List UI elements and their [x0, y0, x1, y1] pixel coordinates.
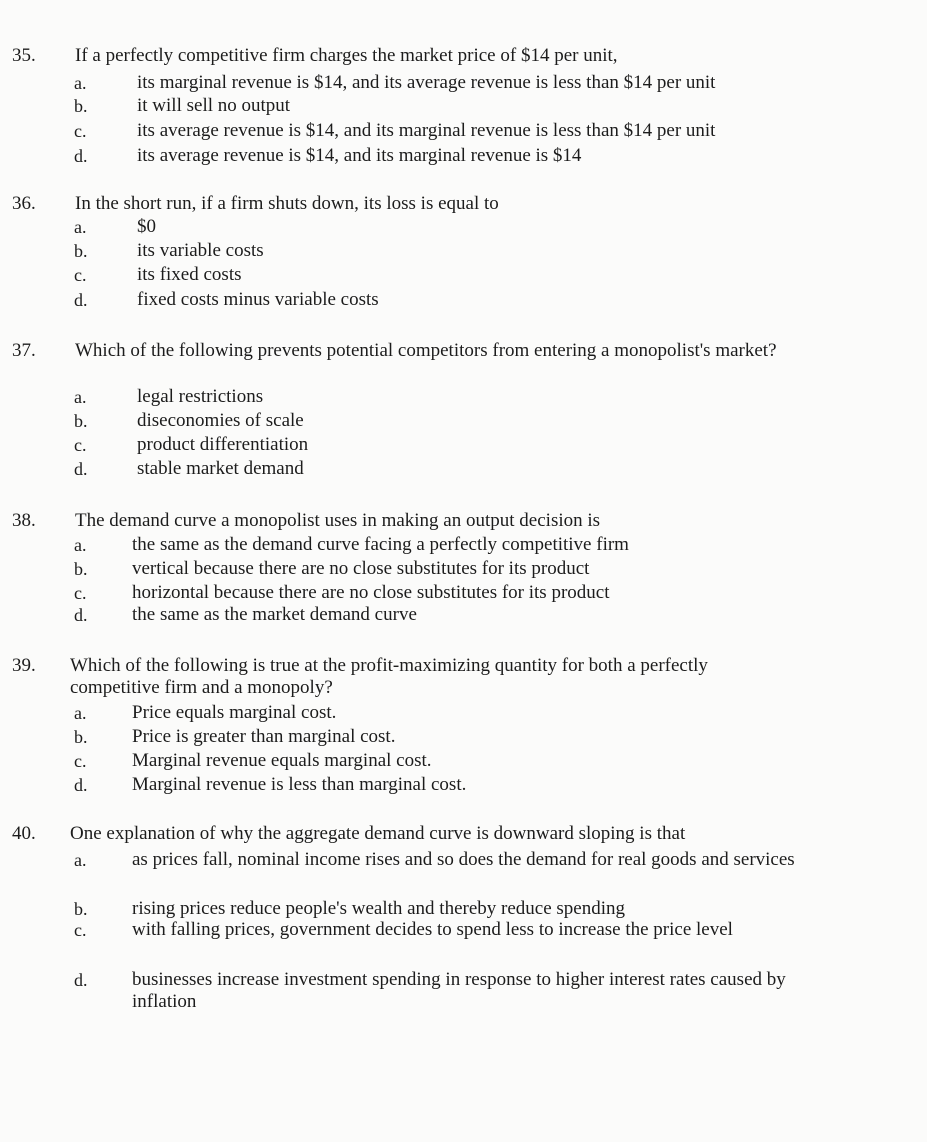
question-text: One explanation of why the aggregate demand curve is downward sloping is that	[70, 823, 686, 844]
option-letter: c.	[74, 435, 87, 455]
question-number: 35.	[12, 45, 36, 66]
option-text: Marginal revenue is less than marginal cost.	[132, 774, 467, 795]
option-letter: a.	[74, 387, 87, 407]
option-text: Marginal revenue equals marginal cost.	[132, 750, 432, 771]
option-text: its variable costs	[137, 240, 264, 261]
question-text: Which of the following is true at the profit-maximizing quantity for both a perfectly competitive firm and a monopoly?	[70, 655, 708, 698]
option-text: Price equals marginal cost.	[132, 702, 337, 723]
option-letter: d.	[74, 775, 88, 795]
question-text: The demand curve a monopolist uses in making an output decision is	[75, 510, 601, 531]
option-letter: d.	[74, 605, 88, 625]
option-letter: c.	[74, 121, 87, 141]
option-letter: c.	[74, 751, 87, 771]
option-letter: a.	[74, 73, 87, 93]
option-letter: d.	[74, 970, 88, 990]
option-text: it will sell no output	[137, 95, 291, 116]
option-letter: b.	[74, 411, 88, 431]
option-letter: c.	[74, 920, 87, 940]
option-letter: d.	[74, 459, 88, 479]
option-letter: b.	[74, 899, 88, 919]
option-letter: a.	[74, 535, 87, 555]
option-text: its average revenue is $14, and its marginal revenue is less than $14 per unit	[137, 120, 716, 141]
option-text: $0	[137, 216, 156, 237]
option-text: horizontal because there are no close substitutes for its product	[132, 582, 610, 603]
option-text: rising prices reduce people's wealth and thereby reduce spending	[132, 898, 626, 919]
option-letter: a.	[74, 217, 87, 237]
option-text: the same as the market demand curve	[132, 604, 417, 625]
option-text: the same as the demand curve facing a perfectly competitive firm	[132, 534, 629, 555]
option-text: its marginal revenue is $14, and its average revenue is less than $14 per unit	[137, 72, 716, 93]
question-number: 39.	[12, 655, 36, 676]
question-number: 38.	[12, 510, 36, 531]
question-text: In the short run, if a firm shuts down, its loss is equal to	[75, 193, 499, 214]
option-letter: d.	[74, 146, 88, 166]
question-number: 40.	[12, 823, 36, 844]
option-letter: c.	[74, 583, 87, 603]
option-text: stable market demand	[137, 458, 304, 479]
option-letter: c.	[74, 265, 87, 285]
question-text: If a perfectly competitive firm charges the market price of $14 per unit,	[75, 45, 618, 66]
option-letter: b.	[74, 96, 88, 116]
option-text: its fixed costs	[137, 264, 242, 285]
option-letter: a.	[74, 850, 87, 870]
option-letter: b.	[74, 241, 88, 261]
option-text: Price is greater than marginal cost.	[132, 726, 396, 747]
question-number: 37.	[12, 340, 36, 361]
option-text: its average revenue is $14, and its marginal revenue is $14	[137, 145, 582, 166]
option-letter: b.	[74, 727, 88, 747]
option-text: diseconomies of scale	[137, 410, 304, 431]
option-letter: a.	[74, 703, 87, 723]
option-text: fixed costs minus variable costs	[137, 289, 379, 310]
option-text: product differentiation	[137, 434, 309, 455]
option-text: businesses increase investment spending in response to higher interest rates caused by inflation	[132, 969, 786, 1012]
option-text: with falling prices, government decides to spend less to increase the price level	[132, 919, 733, 940]
question-text: Which of the following prevents potential competitors from entering a monopolist's market?	[75, 340, 777, 361]
question-number: 36.	[12, 193, 36, 214]
option-text: vertical because there are no close substitutes for its product	[132, 558, 590, 579]
option-letter: d.	[74, 290, 88, 310]
option-letter: b.	[74, 559, 88, 579]
option-text: as prices fall, nominal income rises and so does the demand for real goods and services	[132, 849, 795, 870]
option-text: legal restrictions	[137, 386, 264, 407]
